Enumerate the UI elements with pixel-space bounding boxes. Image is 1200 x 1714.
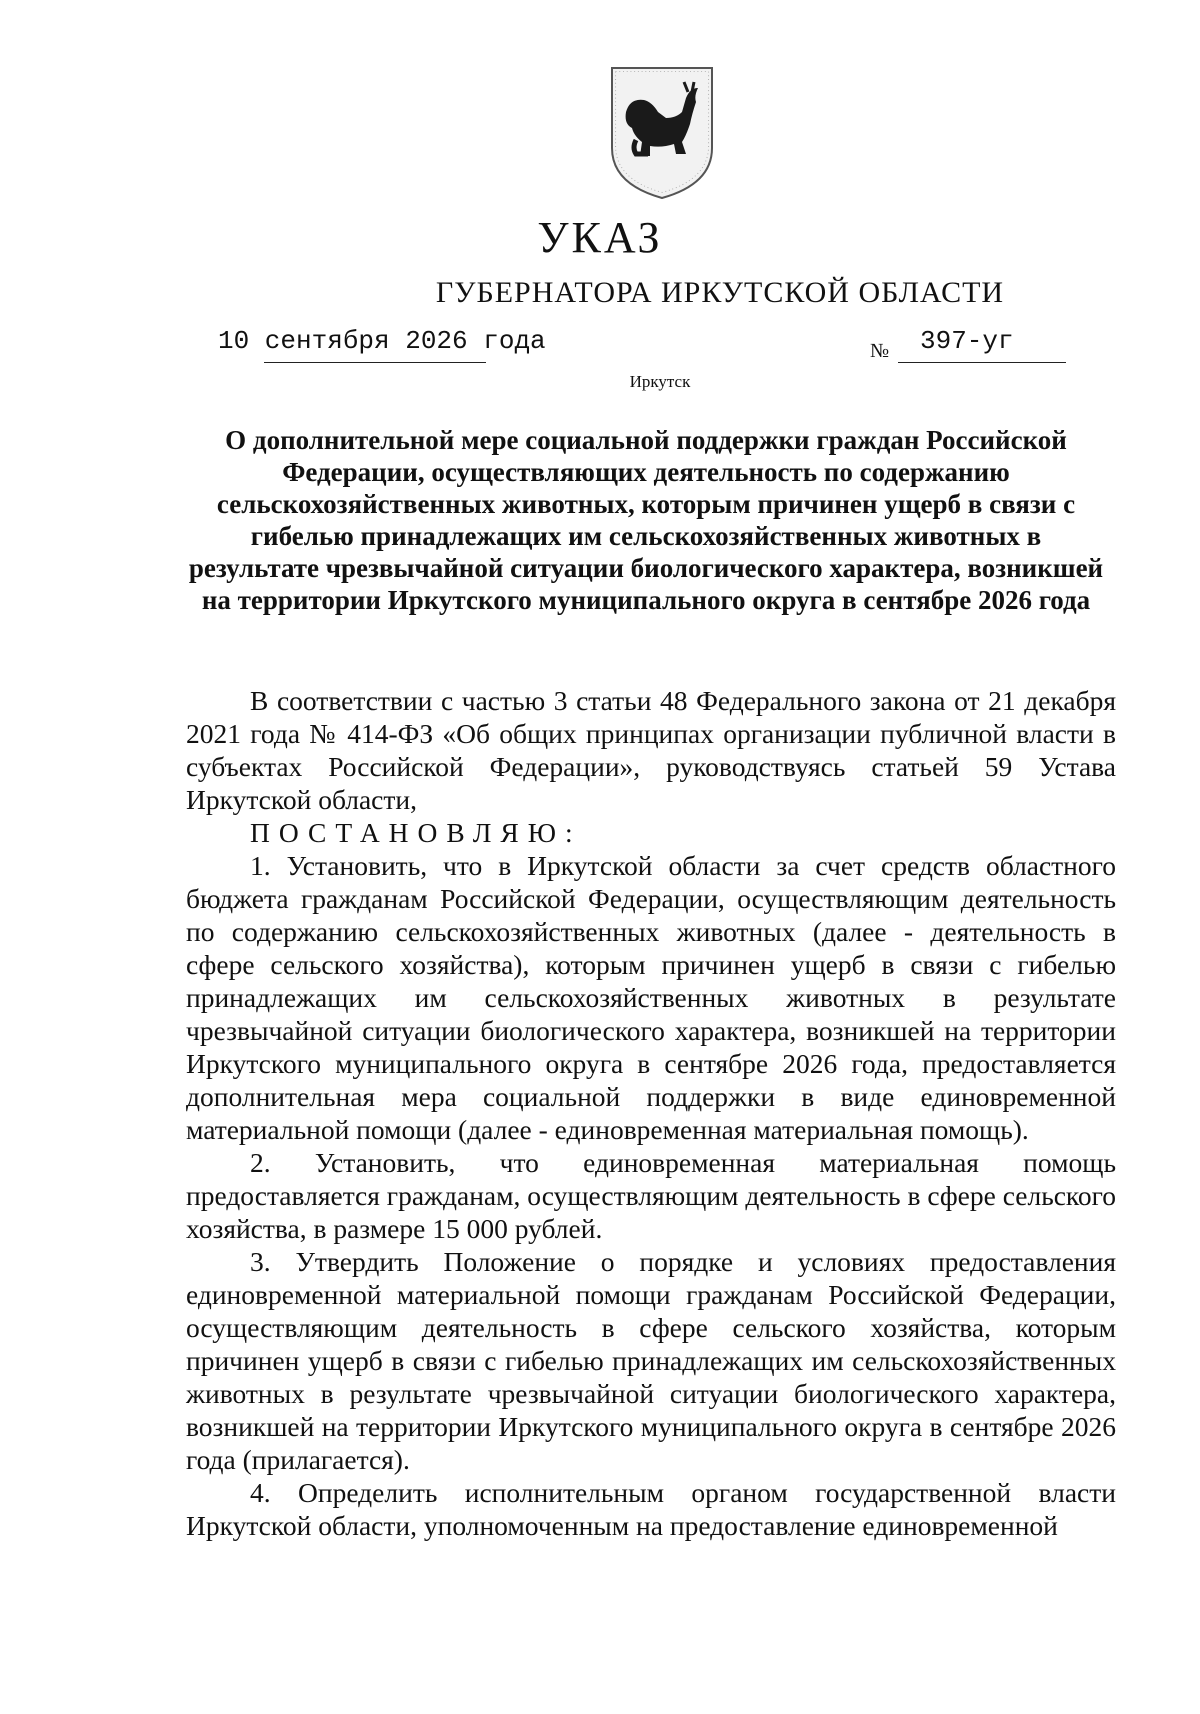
number-sign: № [870,340,890,362]
number-field [898,326,1066,366]
issuer-heading: ГУБЕРНАТОРА ИРКУТСКОЙ ОБЛАСТИ [435,276,1005,309]
date-field [218,326,546,366]
document-body [186,684,1116,1542]
decree-item-2: 2. Установить, что единовременная материальная помощь предоставляется гражданам, осуществляющим деятельность в сфере сельского хозяйства, в размере 15 000 рублей. [186,1147,1116,1244]
city-label: Иркутск [629,372,691,391]
date-value: 10 сентября 2026 года [218,326,546,356]
number-value: 397-уг [920,326,1014,356]
document-type-heading: УКАЗ [537,213,663,262]
coat-of-arms-icon [606,62,718,202]
decree-item-3: 3. Утвердить Положение о порядке и условиях предоставления единовременной материальной помощи гражданам Российской Федерации, осуществляющим деятельность в сфере сельского хозяйства, которым причинен ущерб в связи с гибелью принадлежащих им сельскохозяйственных животных в результате чрезвычайной ситуации биологического характера, возникшей на территории Иркутского муниципального округа в сентябре 2026 года (прилагается). [186,1246,1116,1475]
decree-item-4: 4. Определить исполнительным органом государственной власти Иркутской области, уполномоченным на предоставление единовременной [186,1477,1116,1541]
decree-item-1: 1. Установить, что в Иркутской области за счет средств областного бюджета гражданам Российской Федерации, осуществляющим деятельность по содержанию сельскохозяйственных животных (далее - деятельность в сфере сельского хозяйства), которым причинен ущерб в связи с гибелью принадлежащих им сельскохозяйственных животных в результате чрезвычайной ситуации биологического характера, возникшей на территории Иркутского муниципального округа в сентябре 2026 года, предоставляется дополнительная мера социальной поддержки в виде единовременной материальной помощи (далее - единовременная материальная помощь). [186,850,1116,1145]
date-underline [264,362,486,363]
preamble-paragraph: В соответствии с частью 3 статьи 48 Федерального закона от 21 декабря 2021 года № 414-ФЗ «Об общих принципах организации публичной власти в субъектах Российской Федерации», руководствуясь статьей 59 Устава Иркутской области, [186,685,1116,815]
number-underline [898,362,1066,363]
document-title: О дополнительной мере социальной поддержки граждан Российской Федерации, осуществляющих деятельность по содержанию сельскохозяйственных животных, которым причинен ущерб в связи с гибелью принадлежащих им сельскохозяйственных животных в результате чрезвычайной ситуации биологического характера, возникшей на территории Иркутского муниципального округа в сентябре 2026 года [188,425,1104,615]
decree-word: ПОСТАНОВЛЯЮ: [250,817,582,848]
